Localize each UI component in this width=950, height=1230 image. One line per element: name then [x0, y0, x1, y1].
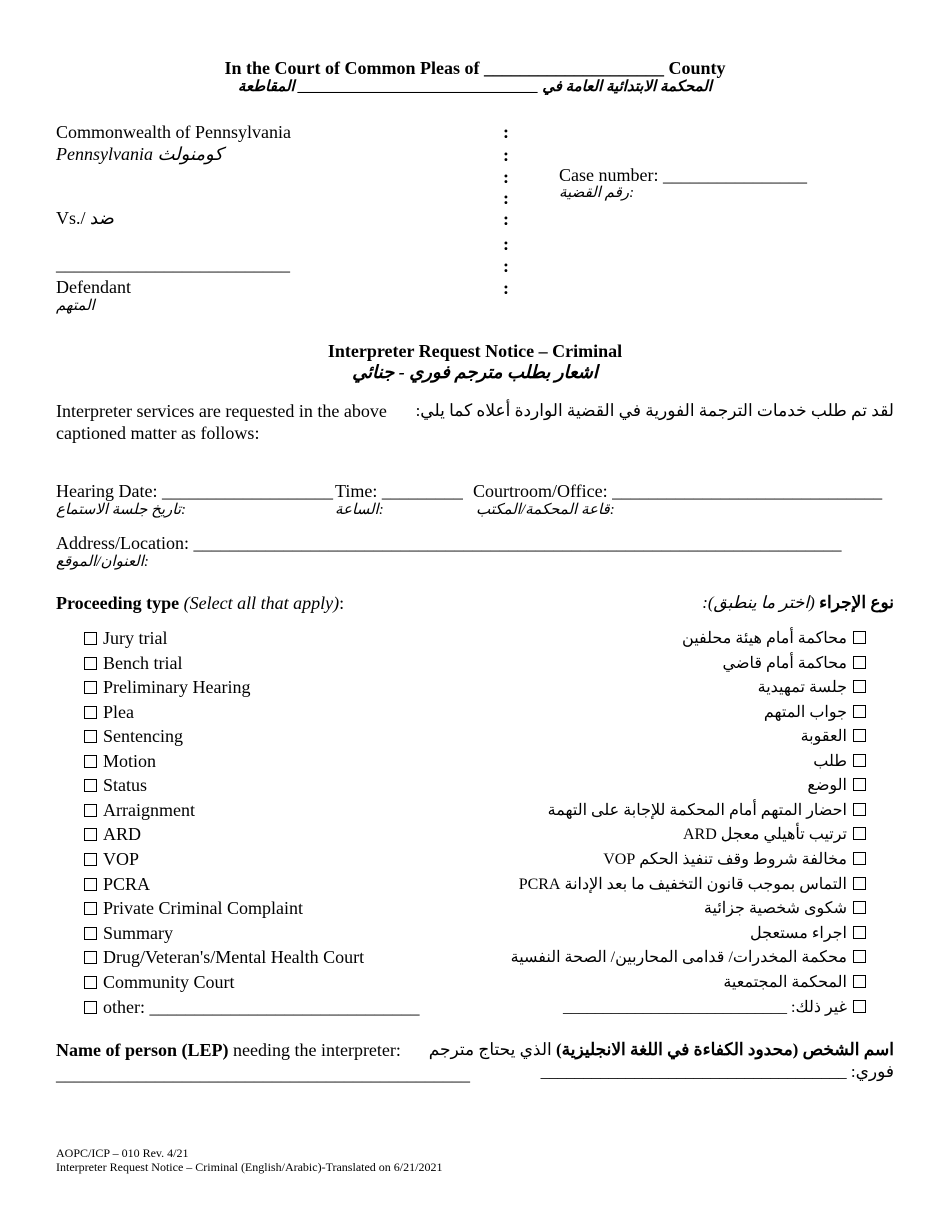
option-label-ar: محاكمة أمام قاضي — [722, 655, 847, 672]
checkbox[interactable] — [84, 755, 97, 768]
colon: : — [503, 145, 509, 165]
option-private-criminal-complaint[interactable] — [84, 898, 303, 919]
proceeding-type-label-ar — [702, 593, 894, 612]
option-label-ar: محاكمة أمام هيئة محلفين — [682, 630, 847, 647]
option-label: Private Criminal Complaint — [103, 898, 303, 918]
checkbox[interactable] — [84, 927, 97, 940]
colon: : — [503, 234, 509, 254]
intro-ar: لقد تم طلب خدمات الترجمة الفورية في القضية الواردة أعلاه كما يلي: — [415, 401, 894, 420]
option-bench-trial-ar[interactable] — [723, 653, 866, 673]
lep-label-ar-bold: اسم الشخص (محدود الكفاءة في اللغة الانجليزية) — [556, 1040, 894, 1059]
option-label: Preliminary Hearing — [103, 677, 251, 697]
option-vop-ar[interactable] — [603, 849, 866, 869]
option-label: Plea — [103, 702, 134, 722]
option-label: Jury trial — [103, 628, 168, 648]
option-other-ar[interactable] — [563, 997, 866, 1017]
checkbox[interactable] — [853, 778, 866, 791]
checkbox[interactable] — [84, 804, 97, 817]
address-field[interactable]: Address/Location: ________________________________________________________________________ — [56, 533, 842, 553]
time-ar: الساعة: — [335, 502, 384, 518]
checkbox[interactable] — [853, 975, 866, 988]
proceeding-type-label-bold: Proceeding type — [56, 593, 180, 613]
checkbox[interactable] — [853, 901, 866, 914]
option-label: Drug/Veteran's/Mental Health Court — [103, 947, 365, 967]
option-community-court[interactable] — [84, 972, 235, 993]
option-label-ar: التماس بموجب قانون التخفيف ما بعد الإدانة PCRA — [518, 876, 847, 893]
option-label: Bench trial — [103, 653, 183, 673]
colon: : — [503, 278, 509, 298]
option-motion[interactable] — [84, 751, 156, 772]
proceeding-type-label-colon: : — [339, 593, 345, 613]
proceeding-type-label-ar-hint: (اختر ما ينطبق): — [702, 593, 820, 612]
checkbox[interactable] — [84, 853, 97, 866]
checkbox[interactable] — [84, 779, 97, 792]
option-label: Community Court — [103, 972, 235, 992]
checkbox[interactable] — [84, 632, 97, 645]
option-label: Summary — [103, 923, 173, 943]
option-label: Status — [103, 775, 148, 795]
time-field[interactable]: Time: _________ — [335, 481, 463, 501]
option-arraignment[interactable] — [84, 800, 195, 821]
form-title-ar: اشعار بطلب مترجم فوري - جنائي — [352, 362, 598, 382]
option-label: Sentencing — [103, 726, 183, 746]
option-sentencing[interactable] — [84, 726, 183, 747]
lep-label-rest: needing the interpreter: — [228, 1040, 401, 1060]
case-number-ar: رقم القضية: — [559, 185, 635, 201]
checkbox[interactable] — [853, 1000, 866, 1013]
checkbox[interactable] — [84, 657, 97, 670]
option-label: VOP — [103, 849, 140, 869]
option-summary-ar[interactable] — [750, 923, 866, 943]
option-treatment-court[interactable] — [84, 947, 364, 968]
intro-en-2: captioned matter as follows: — [56, 423, 260, 443]
checkbox[interactable] — [853, 680, 866, 693]
option-community-court-ar[interactable] — [723, 972, 866, 992]
option-label-ar: غير ذلك: ____________________________ — [563, 999, 847, 1016]
option-label-ar: اجراء مستعجل — [750, 925, 847, 942]
checkbox[interactable] — [84, 828, 97, 841]
checkbox[interactable] — [853, 852, 866, 865]
option-bench-trial[interactable] — [84, 653, 182, 674]
option-ard-ar[interactable] — [683, 824, 866, 844]
form-title: Interpreter Request Notice – Criminal — [327, 341, 623, 361]
option-summary[interactable] — [84, 923, 173, 944]
checkbox[interactable] — [84, 730, 97, 743]
option-jury-trial[interactable] — [84, 628, 168, 649]
option-label-ar: طلب — [813, 753, 847, 770]
proceeding-type-label-ar-bold: نوع الإجراء — [819, 593, 894, 612]
checkbox[interactable] — [853, 877, 866, 890]
option-pcra-ar[interactable] — [519, 874, 866, 894]
option-label-ar: مخالفة شروط وقف تنفيذ الحكم VOP — [603, 851, 847, 868]
option-preliminary-hearing-ar[interactable] — [758, 677, 866, 697]
courtroom-field[interactable]: Courtroom/Office: ______________________________ — [473, 481, 883, 501]
option-label: Motion — [103, 751, 157, 771]
checkbox[interactable] — [853, 950, 866, 963]
option-preliminary-hearing[interactable] — [84, 677, 250, 698]
option-treatment-court-ar[interactable] — [511, 947, 866, 967]
checkbox[interactable] — [853, 803, 866, 816]
checkbox[interactable] — [84, 878, 97, 891]
checkbox[interactable] — [853, 827, 866, 840]
checkbox[interactable] — [84, 902, 97, 915]
option-label-ar: شكوى شخصية جزائية — [703, 900, 847, 917]
option-status-ar[interactable] — [807, 775, 866, 795]
option-label-ar: جلسة تمهيدية — [757, 679, 847, 696]
option-label: ARD — [103, 824, 142, 844]
option-label-ar: احضار المتهم أمام المحكمة للإجابة على التهمة — [547, 802, 847, 819]
address-ar: العنوان/الموقع: — [56, 554, 149, 570]
defendant-label-ar: المتهم — [56, 298, 95, 314]
checkbox[interactable] — [853, 656, 866, 669]
proceeding-type-label — [56, 593, 344, 613]
lep-name-field-ar[interactable]: فوري: ____________________________________ — [540, 1062, 894, 1081]
courtroom-ar: قاعة المحكمة/المكتب: — [476, 502, 615, 518]
colon: : — [503, 167, 509, 187]
intro-en-1: Interpreter services are requested in the above — [56, 401, 387, 421]
hearing-date-ar: تاريخ جلسة الاستماع: — [56, 502, 187, 518]
option-ard[interactable] — [84, 824, 141, 845]
defendant-line: __________________________ — [56, 254, 290, 274]
option-label: PCRA — [103, 874, 151, 894]
court-line: In the Court of Common Pleas of ____________________ County — [224, 58, 726, 78]
option-arraignment-ar[interactable] — [548, 800, 866, 820]
form-note: Interpreter Request Notice – Criminal (English/Arabic)-Translated on 6/21/2021 — [56, 1160, 443, 1174]
colon: : — [503, 122, 509, 142]
lep-label-ar — [429, 1040, 894, 1059]
option-status[interactable] — [84, 775, 147, 796]
lep-name-field[interactable]: ______________________________________________ — [56, 1064, 470, 1084]
option-label: Arraignment — [103, 800, 195, 820]
checkbox[interactable] — [84, 976, 97, 989]
option-pcra[interactable] — [84, 874, 150, 895]
checkbox[interactable] — [84, 1001, 97, 1014]
court-line-ar: المحكمة الابتدائية العامة في ________________________________ المقاطعة — [237, 79, 713, 95]
plaintiff-ar: Pennsylvania كومنولث — [56, 144, 223, 164]
option-vop[interactable] — [84, 849, 139, 870]
lep-label-bold: Name of person (LEP) — [56, 1040, 229, 1060]
colon: : — [503, 188, 509, 208]
case-number[interactable]: Case number: ________________ — [559, 165, 807, 185]
option-motion-ar[interactable] — [813, 751, 866, 771]
option-plea-ar[interactable] — [764, 702, 866, 722]
checkbox[interactable] — [853, 705, 866, 718]
colon: : — [503, 256, 509, 276]
vs-label: Vs./ ضد — [56, 208, 115, 228]
checkbox[interactable] — [853, 631, 866, 644]
checkbox[interactable] — [84, 681, 97, 694]
option-other[interactable] — [84, 997, 420, 1018]
checkbox[interactable] — [853, 754, 866, 767]
checkbox[interactable] — [84, 706, 97, 719]
lep-label — [56, 1040, 401, 1060]
checkbox[interactable] — [853, 729, 866, 742]
option-label-ar: محكمة المخدرات/ قدامى المحاربين/ الصحة النفسية — [510, 949, 847, 966]
option-sentencing-ar[interactable] — [801, 726, 866, 746]
proceeding-type-label-hint: (Select all that apply) — [179, 593, 340, 613]
option-plea[interactable] — [84, 702, 134, 723]
option-label-ar: جواب المتهم — [763, 704, 847, 721]
option-label: other: ______________________________ — [103, 997, 420, 1017]
lep-label-ar-rest: الذي يحتاج مترجم — [428, 1040, 557, 1059]
option-jury-trial-ar[interactable] — [682, 628, 866, 648]
checkbox[interactable] — [853, 926, 866, 939]
option-label-ar: العقوبة — [800, 728, 847, 745]
plaintiff: Commonwealth of Pennsylvania — [56, 122, 291, 142]
defendant-label: Defendant — [56, 277, 131, 297]
option-label-ar: الوضع — [807, 777, 847, 794]
option-label-ar: ترتيب تأهيلي معجل ARD — [682, 826, 847, 843]
checkbox[interactable] — [84, 951, 97, 964]
option-label-ar: المحكمة المجتمعية — [723, 974, 847, 991]
colon: : — [503, 209, 509, 229]
hearing-date-field[interactable]: Hearing Date: ___________________ — [56, 481, 333, 501]
option-private-criminal-complaint-ar[interactable] — [704, 898, 866, 918]
form-id: AOPC/ICP – 010 Rev. 4/21 — [56, 1146, 189, 1160]
